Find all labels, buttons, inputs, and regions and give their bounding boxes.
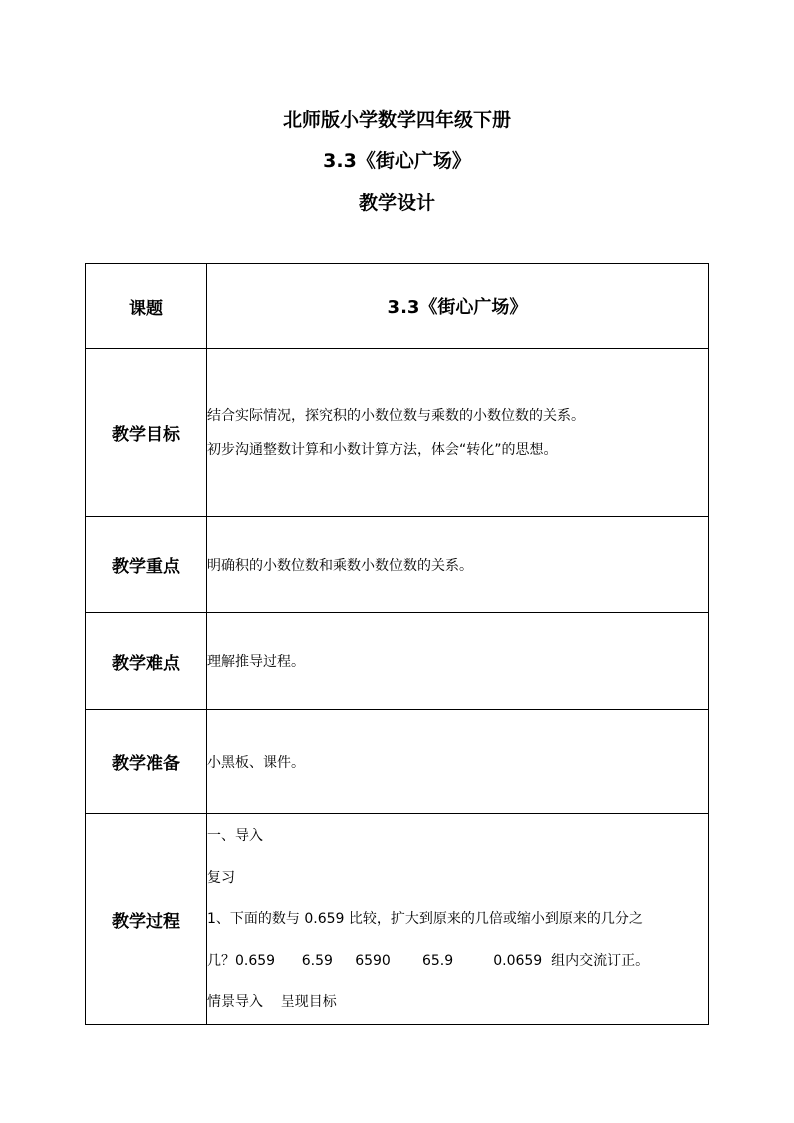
- process-line: 一、导入: [207, 828, 263, 844]
- process-line: 情景导入 呈现目标: [207, 994, 337, 1010]
- goals-content: [207, 349, 709, 517]
- process-content: [207, 814, 709, 1025]
- process-line: 几？0.659 6.59 6590 65.9 0.0659 组内交流订正。: [207, 952, 650, 969]
- key-points-value: 明确积的小数位数和乘数小数位数的关系。: [207, 517, 709, 613]
- table-row-preparation: [86, 710, 709, 814]
- goals-label: 教学目标: [86, 349, 207, 517]
- table-row-key-points: [86, 517, 709, 613]
- process-line: 复习: [207, 869, 235, 886]
- preparation-value: 小黑板、课件。: [207, 710, 709, 814]
- topic-value: 3.3《街心广场》: [207, 264, 709, 349]
- difficulties-value: 理解推导过程。: [207, 613, 709, 710]
- table-row-process: [86, 814, 709, 1025]
- process-label: 教学过程: [86, 814, 207, 1025]
- lesson-title: 3.3《街心广场》: [323, 150, 471, 172]
- difficulties-label: 教学难点: [86, 613, 207, 710]
- table-row-difficulties: [86, 613, 709, 710]
- key-points-label: 教学重点: [86, 517, 207, 613]
- table-row-goals: [86, 349, 709, 517]
- process-line: 1、下面的数与 0.659 比较，扩大到原来的几倍或缩小到原来的几分之: [207, 911, 643, 927]
- preparation-label: 教学准备: [86, 710, 207, 814]
- topic-label: 课题: [86, 264, 207, 349]
- document-type-title: 教学设计: [358, 192, 435, 214]
- table-row-topic: [86, 264, 709, 349]
- goal-item: 初步沟通整数计算和小数计算方法，体会“转化”的思想。: [207, 441, 558, 458]
- textbook-title: 北师版小学数学四年级下册: [282, 109, 511, 131]
- lesson-plan-table: [85, 263, 709, 1025]
- goal-item: 结合实际情况，探究积的小数位数与乘数的小数位数的关系。: [207, 407, 585, 424]
